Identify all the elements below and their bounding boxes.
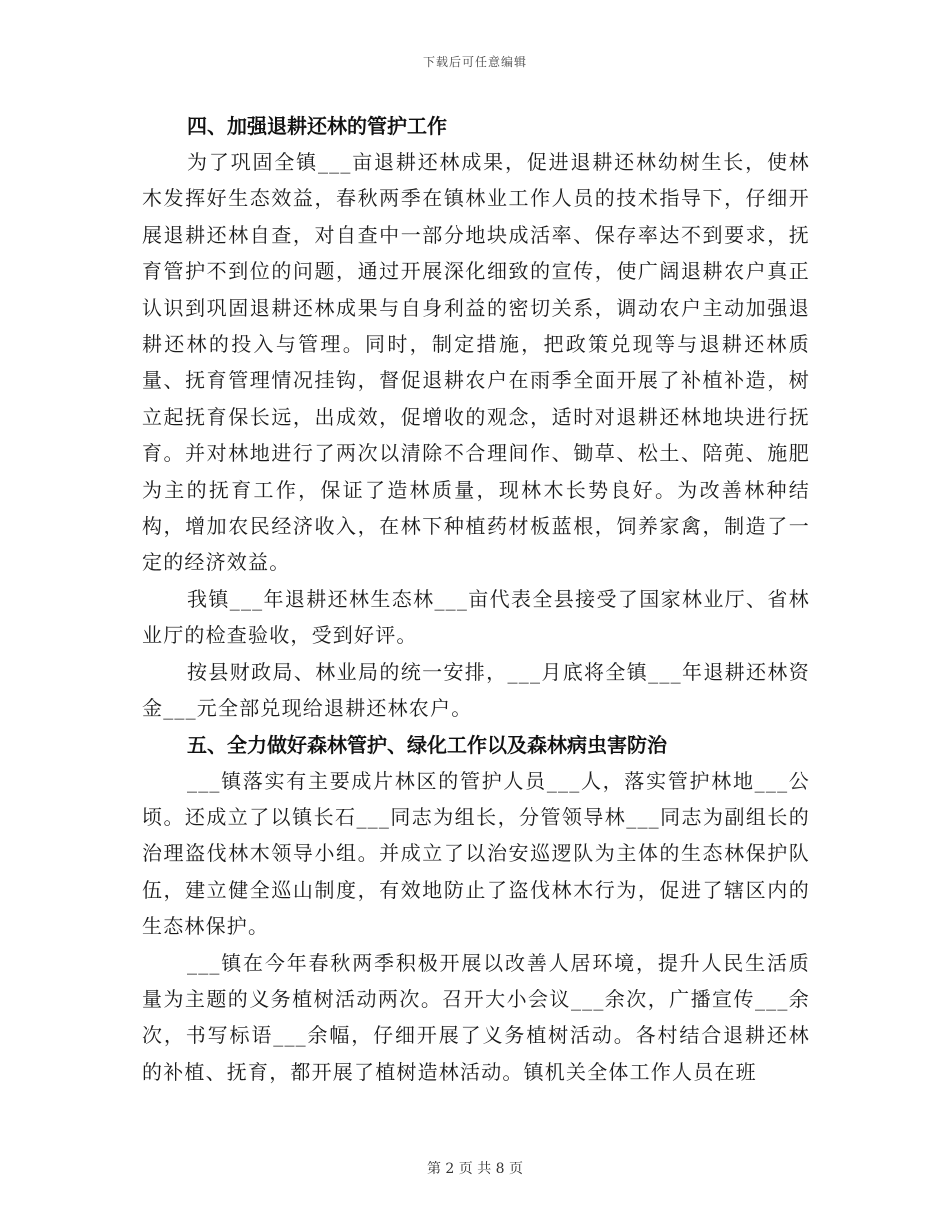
section-heading-5: 五、全力做好森林管护、绿化工作以及森林病虫害防治 — [187, 732, 667, 757]
paragraph: 按县财政局、林业局的统一安排，___月底将全镇___年退耕还林资金___元全部兑现给退耕还林农户。 — [142, 659, 810, 721]
section-heading-4: 四、加强退耕还林的管护工作 — [187, 114, 447, 138]
page-number: 第 2 页 共 8 页 — [426, 1161, 524, 1177]
paragraph: ___镇落实有主要成片林区的管护人员___人，落实管护林地___公顷。还成立了以镇长石___同志为组长，分管领导林___同志为副组长的治理盗伐林木领导小组。并成立了以治安巡逻队为主体的生态林保护队伍，建立健全巡山制度，有效地防止了盗伐林木行为，促进了辖区内的生态林保护。 — [142, 768, 810, 939]
document-body — [142, 108, 810, 1090]
paragraph: 我镇___年退耕还林生态林___亩代表全县接受了国家林业厅、省林业厅的检查验收，受到好评。 — [142, 586, 810, 648]
paragraph: 为了巩固全镇___亩退耕还林成果，促进退耕还林幼树生长，使林木发挥好生态效益，春秋两季在镇林业工作人员的技术指导下，仔细开展退耕还林自查，对自查中一部分地块成活率、保存率达不到要求，抚育管护不到位的问题，通过开展深化细致的宣传，使广阔退耕农户真正认识到巩固退耕还林成果与自身利益的密切关系，调动农户主动加强退耕还林的投入与管理。同时，制定措施，把政策兑现等与退耕还林质量、抚育管理情况挂钩，督促退耕农户在雨季全面开展了补植补造，树立起抚育保长远，出成效，促增收的观念，适时对退耕还林地块进行抚育。并对林地进行了两次以清除不合理间作、锄草、松土、陪蔸、施肥为主的抚育工作，保证了造林质量，现林木长势良好。为改善林种结构，增加农民经济收入，在林下种植药材板蓝根，饲养家禽，制造了一定的经济效益。 — [142, 150, 810, 575]
paragraph: ___镇在今年春秋两季积极开展以改善人居环境，提升人民生活质量为主题的义务植树活动两次。召开大小会议___余次，广播宣传___余次，书写标语___余幅，仔细开展了义务植树活动。各村结合退耕还林的补植、抚育，都开展了植树造林活动。镇机关全体工作人员在班 — [142, 950, 810, 1084]
page-header: 下载后可任意编辑 — [422, 55, 527, 69]
